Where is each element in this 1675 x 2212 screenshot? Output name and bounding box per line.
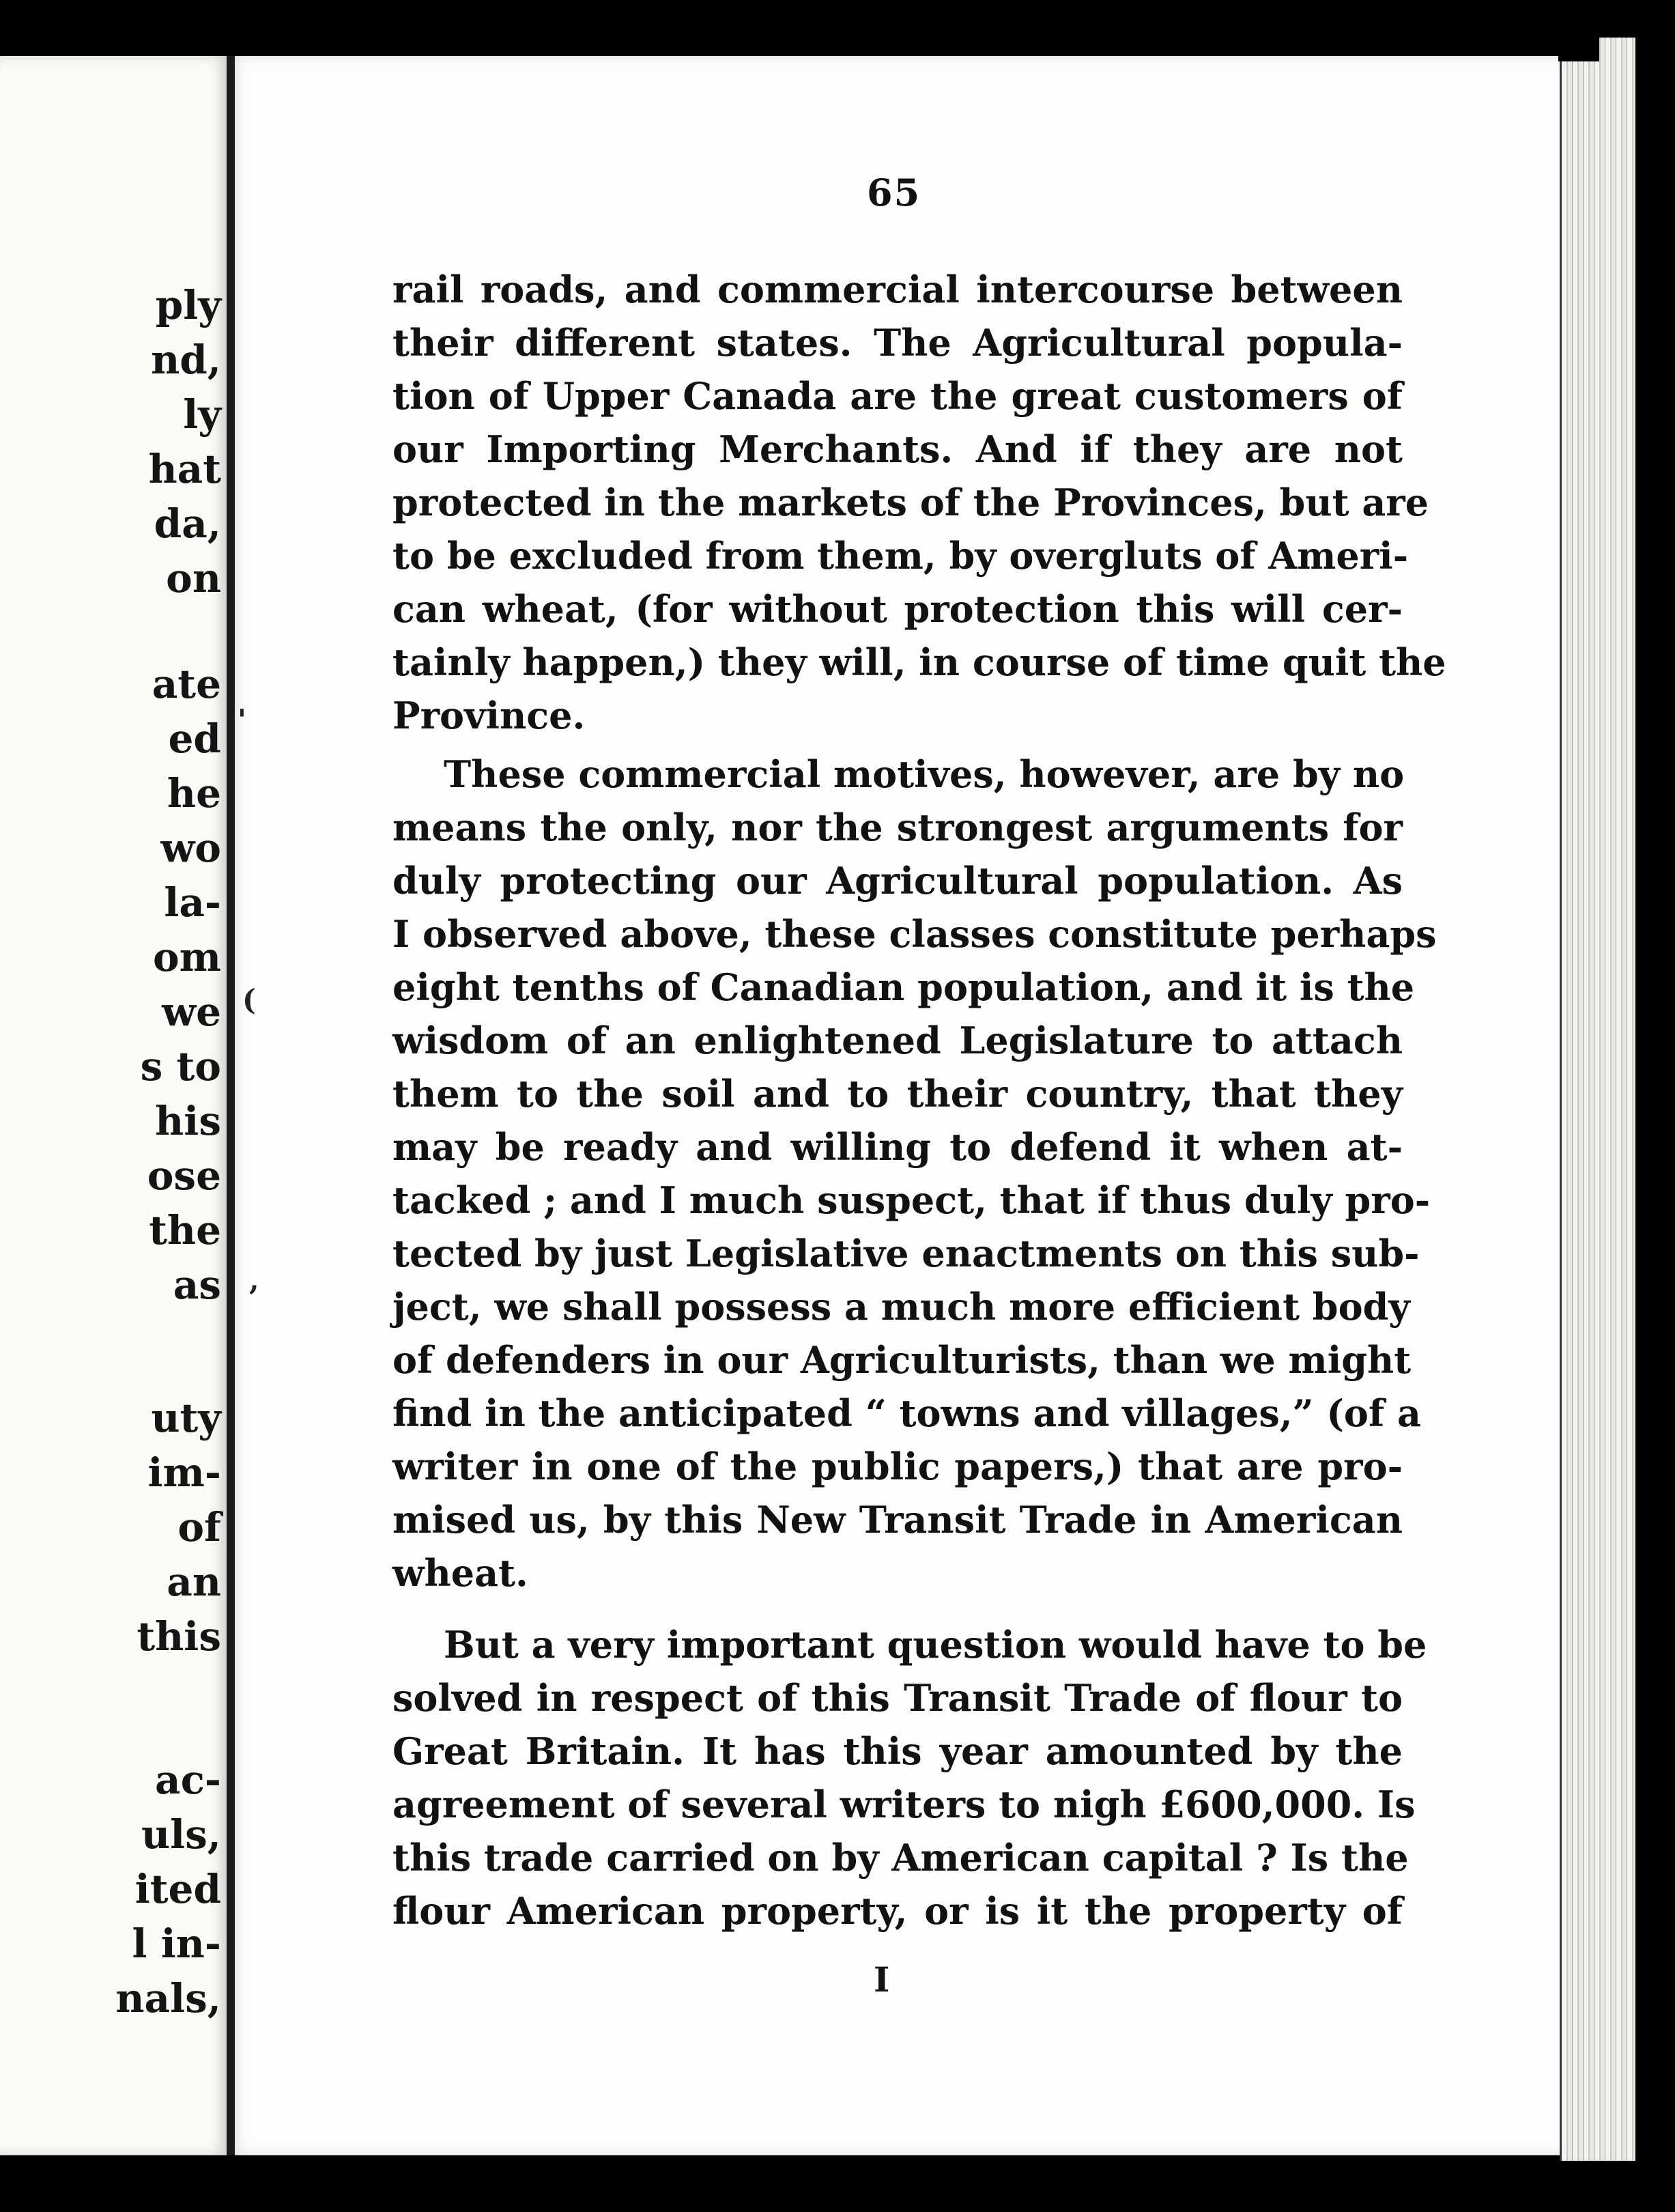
left-page-line: ose bbox=[147, 1152, 221, 1199]
text-line: tected by just Legislative enactments on this sub- bbox=[392, 1232, 1420, 1275]
text-line: find in the anticipated “ towns and villages,” (of a bbox=[392, 1391, 1421, 1435]
left-page-line: we bbox=[162, 989, 221, 1035]
page-edge-shadow bbox=[1558, 27, 1599, 61]
left-facing-page bbox=[0, 56, 231, 2155]
margin-mark: ( bbox=[242, 983, 256, 1017]
left-page-line: the bbox=[149, 1207, 221, 1253]
text-line: rail roads, and commercial intercourse between bbox=[392, 268, 1403, 311]
text-line: their different states. The Agricultural popula- bbox=[392, 321, 1403, 365]
page-number: 65 bbox=[867, 171, 921, 214]
text-line: Province. bbox=[392, 694, 586, 737]
left-page-line: ly bbox=[183, 391, 221, 438]
text-line: tainly happen,) they will, in course of time quit the bbox=[392, 640, 1446, 684]
left-page-line: la- bbox=[164, 879, 221, 926]
left-page-line: nd, bbox=[151, 337, 221, 383]
left-page-line: he bbox=[167, 770, 221, 817]
text-line: protected in the markets of the Provinces, but are bbox=[392, 481, 1429, 524]
page-edges bbox=[1560, 38, 1635, 2161]
left-page-line: s to bbox=[140, 1043, 221, 1090]
left-page-line: uls, bbox=[141, 1811, 221, 1858]
text-line: duly protecting our Agricultural population. As bbox=[392, 859, 1403, 903]
text-line: wisdom of an enlightened Legislature to attach bbox=[392, 1019, 1403, 1062]
text-line: means the only, nor the strongest arguments for bbox=[392, 806, 1403, 849]
left-page-line: im- bbox=[147, 1449, 221, 1496]
text-line: But a very important question would have to be bbox=[444, 1623, 1427, 1667]
text-line: Great Britain. It has this year amounted by the bbox=[392, 1729, 1403, 1773]
left-page-line: nals, bbox=[115, 1975, 221, 2022]
left-page-line: an bbox=[167, 1559, 221, 1605]
left-page-line: uty bbox=[151, 1395, 221, 1441]
left-page-line: this bbox=[137, 1613, 221, 1660]
signature-mark: I bbox=[874, 1959, 890, 2000]
text-line: can wheat, (for without protection this will cer- bbox=[392, 587, 1403, 631]
text-line: solved in respect of this Transit Trade of flour to bbox=[392, 1676, 1403, 1720]
text-line: ject, we shall possess a much more efficient body bbox=[392, 1285, 1410, 1329]
text-line: tacked ; and I much suspect, that if thus duly pro- bbox=[392, 1178, 1431, 1222]
left-page-line: ply bbox=[155, 282, 221, 328]
text-line: to be excluded from them, by overgluts of Ameri- bbox=[392, 534, 1409, 578]
text-line: mised us, by this New Transit Trade in American bbox=[392, 1498, 1403, 1542]
book-gutter bbox=[227, 56, 235, 2155]
text-line: them to the soil and to their country, that they bbox=[392, 1072, 1403, 1116]
left-page-line: hat bbox=[148, 446, 221, 492]
text-line: may be ready and willing to defend it when at- bbox=[392, 1125, 1403, 1169]
text-line: eight tenths of Canadian population, and it is the bbox=[392, 965, 1415, 1009]
left-page-line: wo bbox=[160, 825, 221, 871]
margin-mark: ' bbox=[238, 703, 246, 737]
text-line: These commercial motives, however, are by no bbox=[444, 752, 1405, 796]
text-line: writer in one of the public papers,) that are pro- bbox=[392, 1445, 1403, 1488]
left-page-line: on bbox=[166, 555, 221, 601]
left-page-line: ited bbox=[134, 1866, 221, 1912]
left-page-line: da, bbox=[154, 500, 221, 547]
text-line: our Importing Merchants. And if they are not bbox=[392, 427, 1403, 471]
text-line: this trade carried on by American capital ? Is the bbox=[392, 1836, 1409, 1880]
left-page-line: ed bbox=[168, 715, 221, 762]
text-line: tion of Upper Canada are the great customers of bbox=[392, 374, 1403, 418]
text-line: of defenders in our Agriculturists, than we might bbox=[392, 1338, 1412, 1382]
text-line: flour American property, or is it the property of bbox=[392, 1889, 1403, 1933]
left-page-line: om bbox=[152, 934, 221, 980]
left-page-line: l in- bbox=[132, 1920, 221, 1967]
text-line: I observed above, these classes constitute perhaps bbox=[392, 912, 1437, 956]
left-page-line: as bbox=[173, 1262, 221, 1308]
left-page-line: his bbox=[155, 1098, 221, 1144]
left-page-line: ate bbox=[152, 661, 221, 707]
text-line: wheat. bbox=[392, 1551, 528, 1595]
left-page-line: ac- bbox=[155, 1757, 221, 1803]
margin-mark: , bbox=[249, 1263, 259, 1296]
left-page-line: of bbox=[177, 1504, 221, 1550]
text-line: agreement of several writers to nigh £600,000. Is bbox=[392, 1783, 1416, 1826]
